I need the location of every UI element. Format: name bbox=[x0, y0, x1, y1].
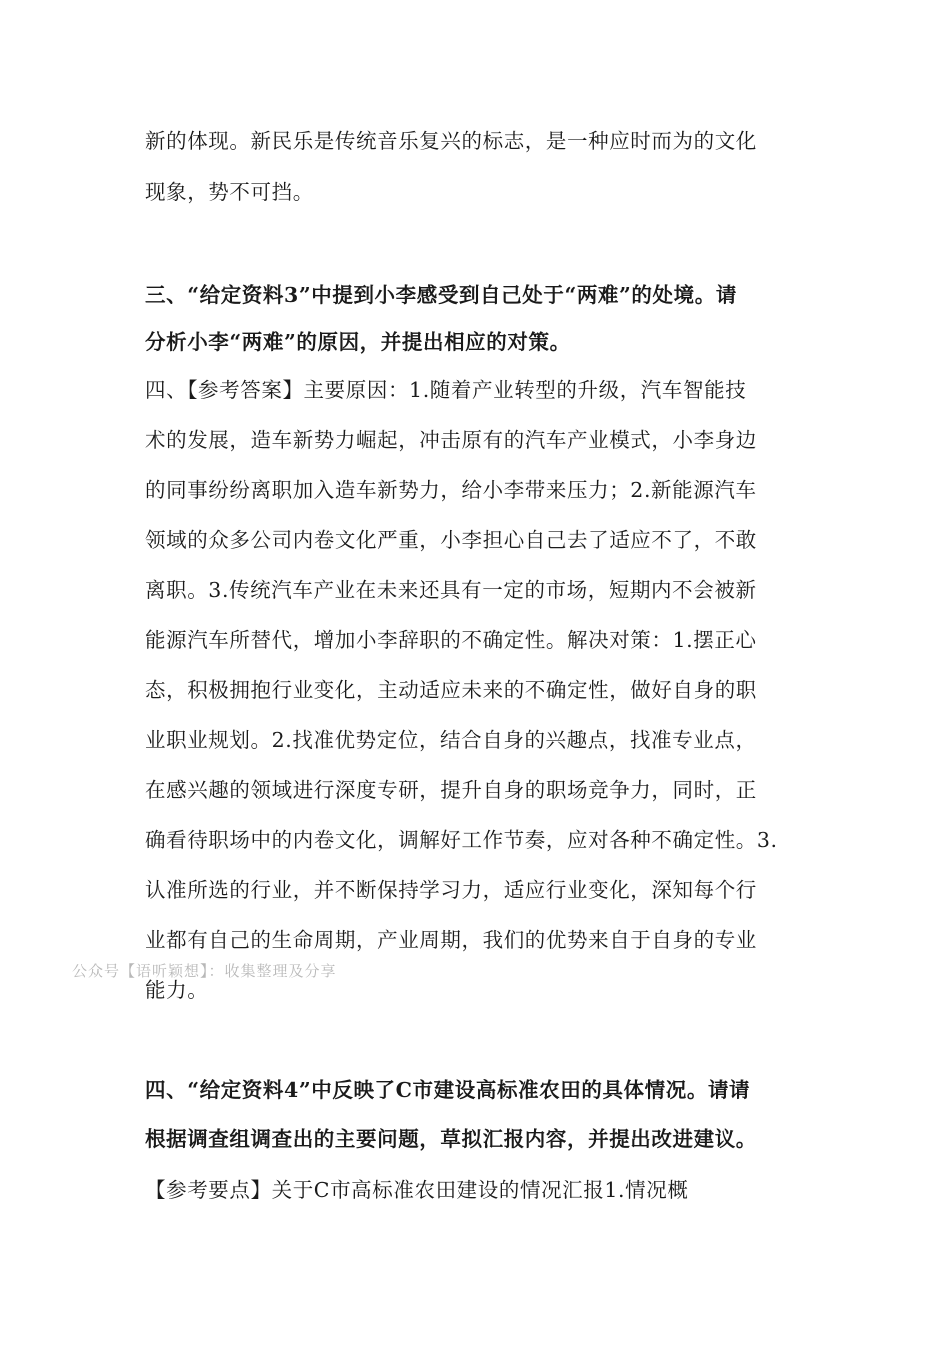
paragraph-line: 新的体现。新民乐是传统音乐复兴的标志，是一种应时而为的文化 bbox=[145, 129, 757, 153]
answer-3-line: 离职。3.传统汽车产业在未来还具有一定的市场，短期内不会被新 bbox=[145, 578, 757, 602]
paragraph-line: 现象，势不可挡。 bbox=[145, 180, 314, 204]
answer-3-line: 态，积极拥抱行业变化，主动适应未来的不确定性，做好自身的职 bbox=[145, 678, 757, 702]
answer-3-line: 在感兴趣的领域进行深度专研，提升自身的职场竞争力，同时，正 bbox=[145, 778, 757, 802]
answer-3-line: 确看待职场中的内卷文化，调解好工作节奏，应对各种不确定性。3. bbox=[145, 828, 778, 852]
watermark-text: 公众号【语听颖想】：收集整理及分享 bbox=[72, 962, 337, 980]
answer-3-line: 业职业规划。2.找准优势定位，结合自身的兴趣点，找准专业点， bbox=[145, 728, 757, 752]
answer-3-line: 术的发展，造车新势力崛起，冲击原有的汽车产业模式，小李身边 bbox=[145, 428, 757, 452]
answer-3-line: 能力。 bbox=[145, 978, 209, 1002]
answer-3-line: 领域的众多公司内卷文化严重，小李担心自己去了适应不了，不敢 bbox=[145, 528, 757, 552]
answer-4-line: 【参考要点】关于C市高标准农田建设的情况汇报1.情况概 bbox=[145, 1178, 689, 1202]
answer-3-line: 能源汽车所替代，增加小李辞职的不确定性。解决对策：1.摆正心 bbox=[145, 628, 757, 652]
question-3-line: 分析小李“两难”的原因，并提出相应的对策。 bbox=[145, 330, 571, 354]
answer-3-line: 认准所选的行业，并不断保持学习力，适应行业变化，深知每个行 bbox=[145, 878, 757, 902]
answer-3-line: 业都有自己的生命周期，产业周期，我们的优势来自于自身的专业 bbox=[145, 928, 757, 952]
question-3-line: 三、“给定资料3”中提到小李感受到自己处于“两难”的处境。请 bbox=[145, 283, 737, 307]
question-4-line: 四、“给定资料4”中反映了C市建设高标准农田的具体情况。请请 bbox=[145, 1078, 751, 1102]
answer-3-line: 四、【参考答案】主要原因：1.随着产业转型的升级，汽车智能技 bbox=[145, 378, 747, 402]
answer-3-line: 的同事纷纷离职加入造车新势力，给小李带来压力；2.新能源汽车 bbox=[145, 478, 757, 502]
question-4-line: 根据调查组调查出的主要问题，草拟汇报内容，并提出改进建议。 bbox=[145, 1127, 757, 1151]
